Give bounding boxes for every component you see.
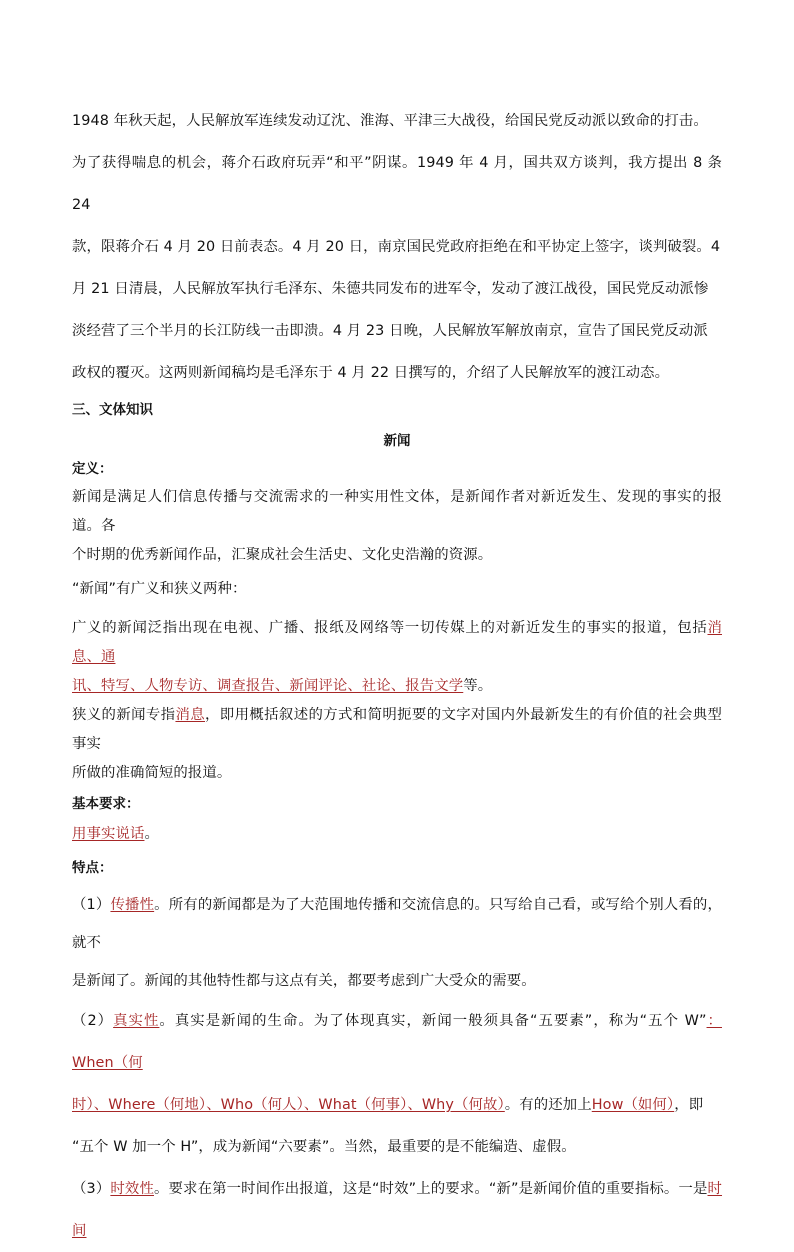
highlight-text: 消息	[175, 707, 206, 723]
highlight-text: 传播性	[110, 897, 155, 913]
feature-number: （2）	[72, 1013, 114, 1029]
definition-paragraph	[72, 483, 722, 570]
feature-text: 。有的还加上	[504, 1097, 592, 1113]
highlight-text: 时）、Where（何地）、Who（何人）、What（何事）、Why（何故）	[72, 1097, 505, 1113]
highlight-text: 讯、特写、人物专访、调查报告、新闻评论、社论、报告文学	[72, 678, 464, 694]
narrow-text: 狭义的新闻专指	[72, 707, 176, 723]
feature-number: （3）	[72, 1181, 111, 1197]
section-title: 新闻	[383, 433, 411, 449]
highlight-text: 消息、通	[72, 620, 722, 665]
requirement-end: 。	[144, 826, 159, 842]
highlight-text: 真实性	[113, 1013, 160, 1029]
intro-line: 政权的覆灭。这两则新闻稿均是毛泽东于 4 月 22 日撰写的，介绍了人民解放军的渡江动态。	[72, 365, 670, 381]
definition-line: 新闻是满足人们信息传播与交流需求的一种实用性文体，是新闻作者对新近发生、发现的事实的报道。各	[72, 489, 722, 534]
feature-1-paragraph	[72, 886, 722, 1000]
feature-number: （1）	[72, 897, 111, 913]
intro-line: 1948 年秋天起，人民解放军连续发动辽沈、淮海、平津三大战役，给国民党反动派以致命的打击。	[72, 113, 708, 129]
highlight-text: 用事实说话	[72, 826, 145, 842]
requirement-label: 基本要求：	[72, 796, 140, 812]
narrow-line: 所做的准确简短的报道。	[72, 765, 232, 781]
feature-text: 。要求在第一时间作出报道，这是“时效”上的要求。“新”是新闻价值的重要指标。一是	[153, 1181, 708, 1197]
definition-line: 个时期的优秀新闻作品，汇聚成社会生活史、文化史浩瀚的资源。	[72, 547, 493, 563]
highlight-text: How（如何）	[591, 1097, 675, 1113]
broad-end: 等。	[463, 678, 493, 694]
intro-line: 为了获得喘息的机会，蒋介石政府玩弄“和平”阴谋。1949 年 4 月，国共双方谈判，我方提出 8 条 24	[72, 155, 722, 213]
definition-label: 定义：	[72, 461, 113, 477]
requirement-paragraph	[72, 818, 722, 850]
feature-text: ，即	[674, 1097, 704, 1113]
kinds-paragraph: “新闻”有广义和狭义两种：	[72, 581, 247, 597]
highlight-text: ：When（何	[72, 1013, 722, 1071]
intro-line: 款，限蒋介石 4 月 20 日前表态。4 月 20 日，南京国民党政府拒绝在和平协定上签字，谈判破裂。4	[72, 239, 721, 255]
feature-3-paragraph	[72, 1168, 722, 1252]
features-label: 特点：	[72, 860, 113, 876]
feature-line: “五个 W 加一个 H”，成为新闻“六要素”。当然，最重要的是不能编造、虚假。	[72, 1139, 576, 1155]
highlight-text: 时效性	[110, 1181, 154, 1197]
broad-text: 广义的新闻泛指出现在电视、广播、报纸及网络等一切传媒上的对新近发生的事实的报道，包括	[72, 620, 708, 636]
intro-paragraph	[72, 100, 722, 394]
narrow-news-paragraph	[72, 701, 722, 788]
narrow-text: ，即用概括叙述的方式和简明扼要的文字对国内外最新发生的有价值的社会典型事实	[72, 707, 722, 752]
feature-line: 是新闻了。新闻的其他特性都与这点有关，都要考虑到广大受众的需要。	[72, 973, 536, 989]
broad-news-paragraph	[72, 614, 722, 701]
intro-line: 月 21 日清晨，人民解放军执行毛泽东、朱德共同发布的进军令，发动了渡江战役，国民党反动派惨	[72, 281, 709, 297]
feature-2-paragraph	[72, 1000, 722, 1168]
section-heading: 三、文体知识	[72, 402, 153, 418]
feature-text: 。所有的新闻都是为了大范围地传播和交流信息的。只写给自己看，或写给个别人看的，就不	[72, 897, 722, 951]
feature-text: 。真实是新闻的生命。为了体现真实，新闻一般须具备“五要素”，称为“五个 W”	[159, 1013, 707, 1029]
intro-line: 淡经营了三个半月的长江防线一击即溃。4 月 23 日晚，人民解放军解放南京，宣告了国民党反动派	[72, 323, 708, 339]
highlight-text: 时间	[72, 1181, 723, 1239]
document-page	[72, 100, 722, 1252]
